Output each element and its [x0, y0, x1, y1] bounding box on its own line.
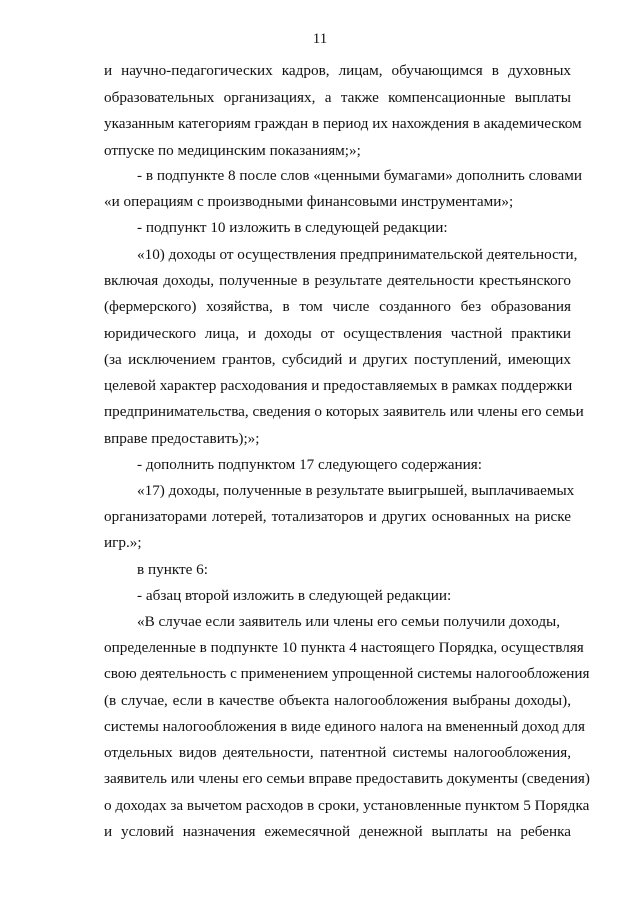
text-line: (в случае, если в качестве объекта налогообложения выбраны доходы),: [104, 692, 571, 709]
text-line: вправе предоставить);»;: [104, 430, 260, 447]
text-line: «10) доходы от осуществления предпринимательской деятельности,: [137, 246, 578, 263]
text-line: - дополнить подпунктом 17 следующего содержания:: [137, 456, 482, 473]
text-line: и условий назначения ежемесячной денежной выплаты на ребенка: [104, 823, 571, 840]
text-line: - в подпункте 8 после слов «ценными бумагами» дополнить словами: [137, 167, 583, 184]
text-line: и научно-педагогических кадров, лицам, обучающимся в духовных: [104, 62, 571, 79]
page-number: 11: [312, 31, 328, 47]
text-line: юридического лица, и доходы от осуществления частной практики: [104, 325, 571, 342]
text-line: включая доходы, полученные в результате деятельности крестьянского: [104, 272, 571, 289]
text-line: системы налогообложения в виде единого налога на вмененный доход для: [104, 718, 585, 735]
text-line: - подпункт 10 изложить в следующей редакции:: [137, 219, 448, 236]
text-line: отдельных видов деятельности, патентной системы налогообложения,: [104, 744, 571, 761]
text-line: - абзац второй изложить в следующей редакции:: [137, 587, 452, 604]
text-line: организаторами лотерей, тотализаторов и других основанных на риске: [104, 508, 571, 525]
text-line: свою деятельность с применением упрощенной системы налогообложения: [104, 665, 590, 682]
text-line: о доходах за вычетом расходов в сроки, установленные пунктом 5 Порядка: [104, 797, 590, 814]
text-line: определенные в подпункте 10 пункта 4 настоящего Порядка, осуществляя: [104, 639, 584, 656]
text-line: «В случае если заявитель или члены его семьи получили доходы,: [137, 613, 561, 630]
text-line: образовательных организациях, а также компенсационные выплаты: [104, 89, 571, 106]
text-line: «17) доходы, полученные в результате выигрышей, выплачиваемых: [137, 482, 575, 499]
text-line: указанным категориям граждан в период их нахождения в академическом: [104, 115, 582, 132]
text-line: (фермерского) хозяйства, в том числе созданного без образования: [104, 298, 571, 315]
text-line: заявитель или члены его семьи вправе предоставить документы (сведения): [104, 770, 590, 787]
text-line: игр.»;: [104, 534, 142, 551]
text-line: «и операциям с производными финансовыми инструментами»;: [104, 193, 514, 210]
text-line: в пункте 6:: [137, 561, 208, 578]
text-line: (за исключением грантов, субсидий и других поступлений, имеющих: [104, 351, 571, 368]
text-line: целевой характер расходования и предоставляемых в рамках поддержки: [104, 377, 573, 394]
text-line: предпринимательства, сведения о которых заявитель или члены его семьи: [104, 403, 584, 420]
text-line: отпуске по медицинским показаниям;»;: [104, 142, 361, 159]
